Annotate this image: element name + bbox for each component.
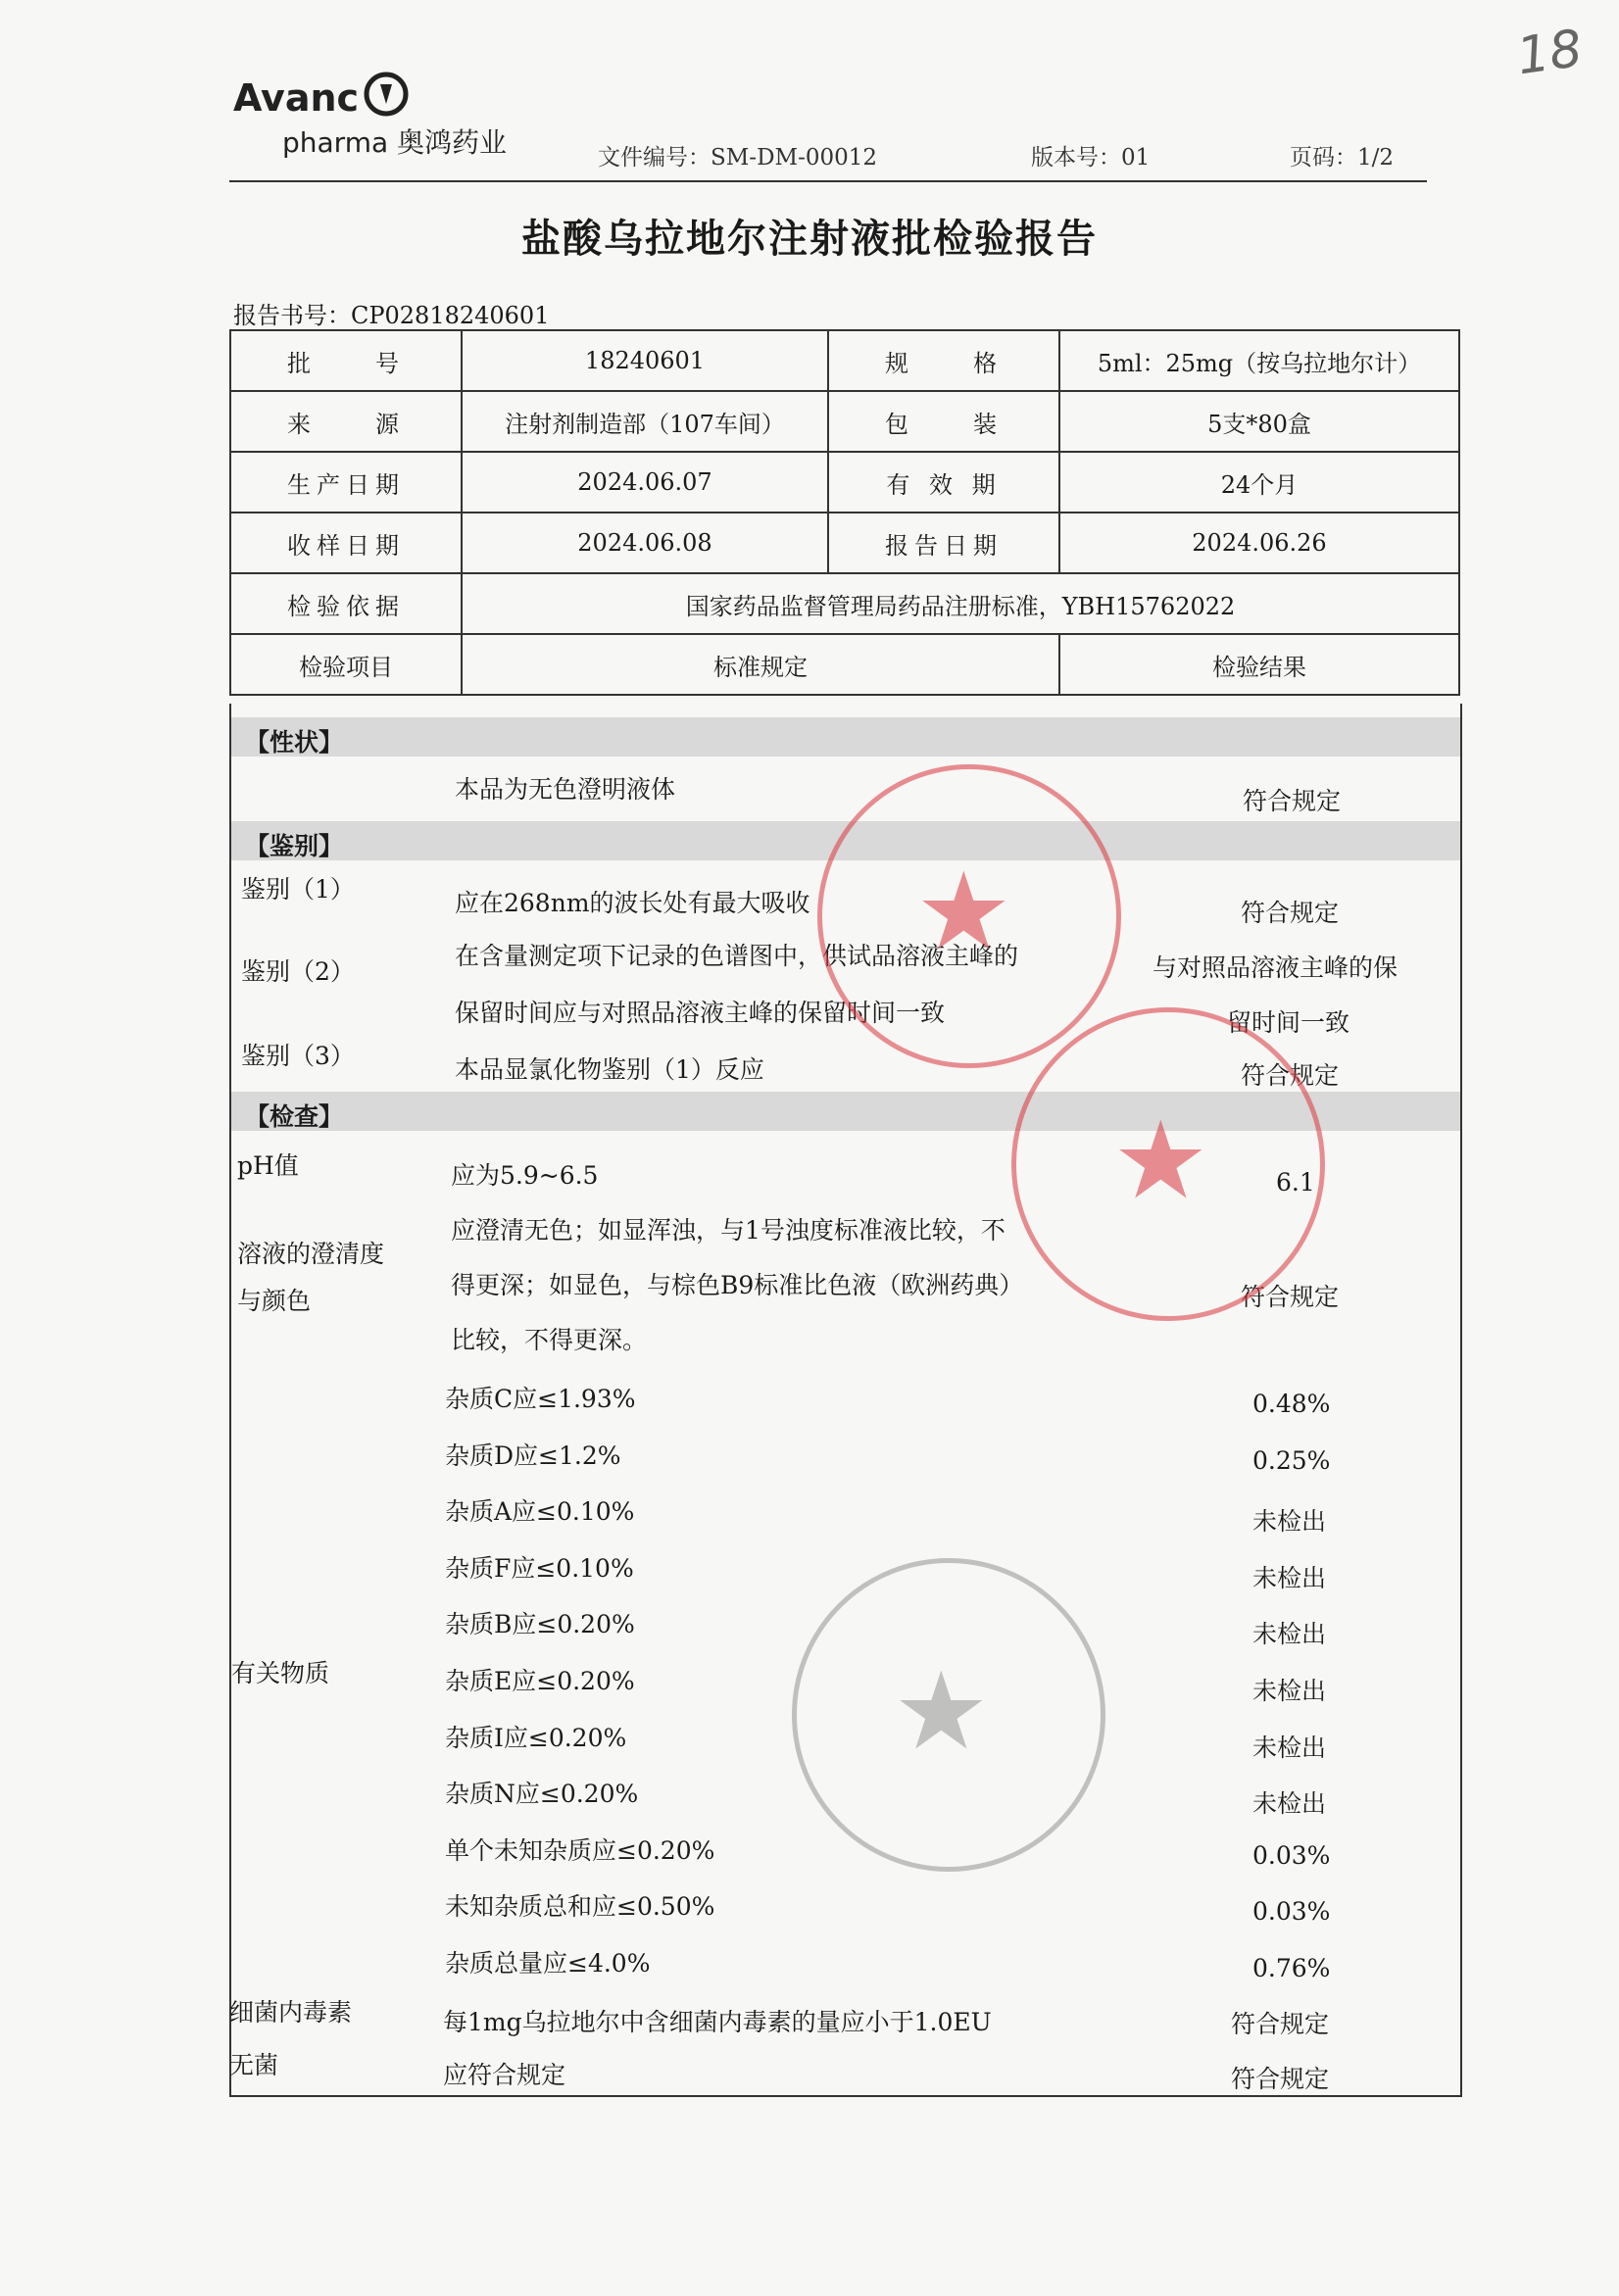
related-substances-item: 有关物质 bbox=[231, 1659, 330, 1687]
page-title: 盐酸乌拉地尔注射液批检验报告 bbox=[521, 216, 1098, 262]
section-identification: 【鉴别】 bbox=[231, 821, 1460, 860]
handwritten-mark: 18 bbox=[1513, 19, 1587, 87]
mfg-date-label: 生产日期 bbox=[230, 452, 462, 513]
col-header-standard: 标准规定 bbox=[462, 634, 1059, 695]
impurity-standard: 单个未知杂质应≤0.20% bbox=[445, 1836, 715, 1865]
id2-standard-line2: 保留时间应与对照品溶液主峰的保留时间一致 bbox=[455, 999, 946, 1027]
impurity-standard: 杂质E应≤0.20% bbox=[445, 1667, 635, 1695]
endotoxin-item: 细菌内毒素 bbox=[229, 1998, 353, 2027]
ph-item: pH值 bbox=[237, 1151, 299, 1180]
expiry-label: 有 效 期 bbox=[828, 452, 1059, 513]
logo-text: Avanc bbox=[233, 76, 360, 120]
gray-seal bbox=[792, 1558, 1105, 1872]
impurity-standard: 杂质B应≤0.20% bbox=[445, 1610, 635, 1638]
impurity-standard: 未知杂质总和应≤0.50% bbox=[445, 1892, 715, 1921]
id2-item: 鉴别（2） bbox=[241, 957, 355, 986]
id3-standard: 本品显氯化物鉴别（1）反应 bbox=[455, 1055, 764, 1084]
impurity-result: 未检出 bbox=[1252, 1677, 1327, 1705]
logo-icon bbox=[363, 71, 410, 118]
id1-result: 符合规定 bbox=[1241, 899, 1340, 927]
impurity-result: 0.48% bbox=[1252, 1390, 1331, 1418]
report-date-value: 2024.06.26 bbox=[1059, 513, 1459, 573]
header-divider bbox=[229, 180, 1427, 182]
spec-value: 5ml：25mg（按乌拉地尔计） bbox=[1059, 330, 1459, 391]
seal-star-icon: ★ bbox=[1112, 1098, 1209, 1223]
impurity-result: 未检出 bbox=[1252, 1734, 1327, 1762]
clarity-item-line1: 溶液的澄清度 bbox=[237, 1240, 385, 1268]
expiry-value: 24个月 bbox=[1059, 452, 1459, 513]
pack-label: 包 装 bbox=[828, 391, 1059, 452]
id2-result-line1: 与对照品溶液主峰的保 bbox=[1153, 953, 1398, 982]
id2-result-line2: 留时间一致 bbox=[1227, 1008, 1350, 1037]
batch-value: 18240601 bbox=[462, 330, 828, 391]
mfg-date-value: 2024.06.07 bbox=[462, 452, 828, 513]
sterility-standard: 应符合规定 bbox=[443, 2061, 566, 2089]
clarity-result: 符合规定 bbox=[1241, 1283, 1340, 1311]
source-label: 来 源 bbox=[230, 391, 462, 452]
basis-label: 检验依据 bbox=[230, 573, 462, 634]
impurity-result: 未检出 bbox=[1252, 1789, 1327, 1818]
impurity-standard: 杂质D应≤1.2% bbox=[445, 1441, 621, 1470]
clarity-item-line2: 与颜色 bbox=[237, 1287, 312, 1315]
report-date-label: 报告日期 bbox=[828, 513, 1059, 573]
clarity-standard-line2: 得更深；如显色，与棕色B9标准比色液（欧洲药典） bbox=[451, 1271, 1024, 1299]
id3-item: 鉴别（3） bbox=[241, 1042, 355, 1070]
impurity-standard: 杂质N应≤0.20% bbox=[445, 1780, 639, 1808]
seal-star-icon: ★ bbox=[893, 1648, 990, 1774]
page-number: 页码：1/2 bbox=[1290, 145, 1395, 171]
id1-standard: 应在268nm的波长处有最大吸收 bbox=[455, 889, 810, 917]
impurity-standard: 杂质总量应≤4.0% bbox=[445, 1949, 651, 1978]
character-standard: 本品为无色澄明液体 bbox=[455, 775, 676, 804]
endotoxin-result: 符合规定 bbox=[1231, 2010, 1330, 2038]
logo-subtitle: pharma 奥鸿药业 bbox=[282, 126, 508, 159]
source-value: 注射剂制造部（107车间） bbox=[462, 391, 828, 452]
col-header-result: 检验结果 bbox=[1059, 634, 1459, 695]
version-number: 版本号：01 bbox=[1031, 145, 1151, 171]
sterility-item: 无菌 bbox=[229, 2051, 279, 2079]
basis-value: 国家药品监督管理局药品注册标准，YBH15762022 bbox=[462, 573, 1459, 634]
impurity-standard: 杂质C应≤1.93% bbox=[445, 1385, 636, 1413]
endotoxin-standard: 每1mg乌拉地尔中含细菌内毒素的量应小于1.0EU bbox=[443, 2008, 992, 2036]
character-result: 符合规定 bbox=[1243, 787, 1342, 815]
impurity-result: 0.03% bbox=[1252, 1841, 1331, 1870]
impurity-result: 0.03% bbox=[1252, 1897, 1331, 1926]
sterility-result: 符合规定 bbox=[1231, 2065, 1330, 2093]
doc-number: 文件编号：SM-DM-00012 bbox=[598, 145, 878, 171]
pack-value: 5支*80盒 bbox=[1059, 391, 1459, 452]
red-seal-1 bbox=[817, 764, 1121, 1068]
spec-label: 规 格 bbox=[828, 330, 1059, 391]
section-character: 【性状】 bbox=[231, 717, 1460, 757]
col-header-item: 检验项目 bbox=[230, 634, 462, 695]
ph-result: 6.1 bbox=[1276, 1168, 1315, 1197]
info-table bbox=[229, 329, 1460, 696]
sample-date-value: 2024.06.08 bbox=[462, 513, 828, 573]
section-check: 【检查】 bbox=[231, 1092, 1460, 1131]
impurity-result: 未检出 bbox=[1252, 1507, 1327, 1536]
red-seal-2 bbox=[1011, 1007, 1325, 1321]
ph-standard: 应为5.9~6.5 bbox=[451, 1161, 599, 1190]
report-number: 报告书号：CP02818240601 bbox=[233, 302, 550, 329]
impurity-standard: 杂质I应≤0.20% bbox=[445, 1724, 627, 1752]
id3-result: 符合规定 bbox=[1241, 1061, 1340, 1090]
id1-item: 鉴别（1） bbox=[241, 875, 355, 904]
id2-standard-line1: 在含量测定项下记录的色谱图中，供试品溶液主峰的 bbox=[455, 942, 1019, 970]
clarity-standard-line3: 比较，不得更深。 bbox=[451, 1326, 648, 1354]
impurity-result: 0.76% bbox=[1252, 1954, 1331, 1982]
clarity-standard-line1: 应澄清无色；如显浑浊，与1号浊度标准液比较，不 bbox=[451, 1216, 1006, 1245]
seal-star-icon: ★ bbox=[915, 849, 1012, 974]
sample-date-label: 收样日期 bbox=[230, 513, 462, 573]
impurity-standard: 杂质A应≤0.10% bbox=[445, 1497, 635, 1526]
impurity-result: 0.25% bbox=[1252, 1446, 1331, 1475]
impurity-result: 未检出 bbox=[1252, 1564, 1327, 1592]
impurity-standard: 杂质F应≤0.10% bbox=[445, 1554, 634, 1583]
impurity-result: 未检出 bbox=[1252, 1620, 1327, 1648]
batch-label: 批 号 bbox=[230, 330, 462, 391]
